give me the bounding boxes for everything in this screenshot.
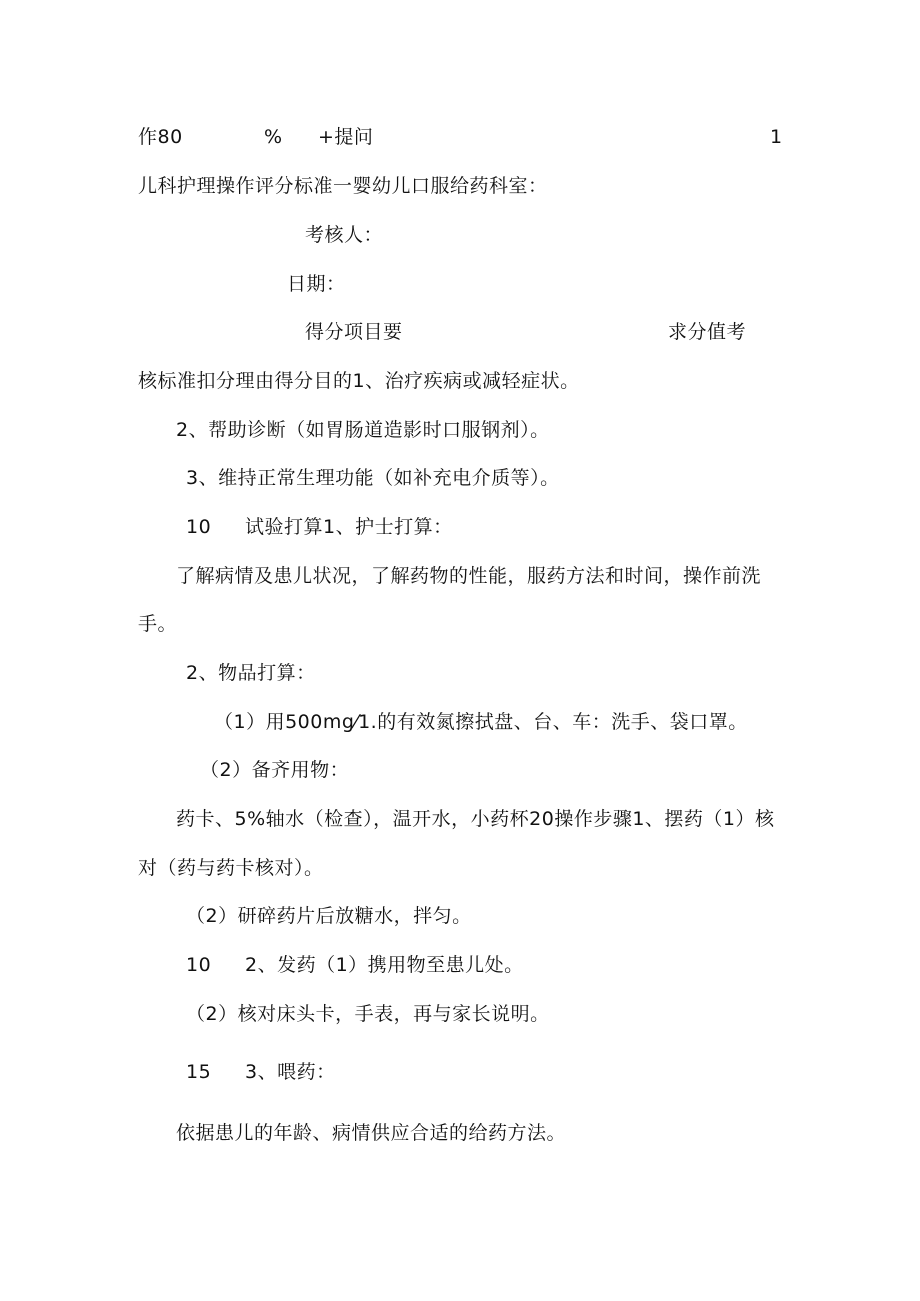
text-line: 手。 xyxy=(138,613,178,635)
text-line: （2）备齐用物： xyxy=(200,759,350,781)
text-line: （2）研碎药片后放糖水，拌匀。 xyxy=(186,905,472,927)
text-line: 3、维持正常生理功能（如补充电介质等）。 xyxy=(186,467,560,489)
text-line: 3、喂药： xyxy=(245,1061,336,1083)
text-line: 药卡、5%轴水（检查），温开水，小药杯20操作步骤1、摆药（1）核 xyxy=(176,808,775,830)
text-line: 2、发药（1）携用物至患儿处。 xyxy=(245,954,524,976)
text-line: 对（药与药卡核对）。 xyxy=(138,857,324,879)
text-line: 了解病情及患儿状况，了解药物的性能，服药方法和时间，操作前洗 xyxy=(176,565,762,587)
text-line: 试验打算1、护士打算： xyxy=(245,516,453,538)
text-line: 2、帮助诊断（如胃肠道造影时口服钢剂）。 xyxy=(176,419,550,441)
score-value: 10 xyxy=(186,516,212,538)
text-line: 2、物品打算： xyxy=(186,662,316,684)
page-number: 1 xyxy=(770,126,783,148)
text-line: （2）核对床头卡，手表，再与家长说明。 xyxy=(186,1003,550,1025)
document-title: 儿科护理操作评分标准一婴幼儿口服给药科室： xyxy=(138,175,548,197)
header-percent: % xyxy=(264,126,283,148)
examiner-label: 考核人： xyxy=(305,224,384,246)
text-line: （1）用500mg⁄1.的有效氮擦拭盘、台、车：洗手、袋口罩。 xyxy=(214,711,748,733)
table-header-left: 得分项目要 xyxy=(305,321,403,343)
text-line: 依据患儿的年龄、病情供应合适的给药方法。 xyxy=(176,1122,567,1144)
score-value: 15 xyxy=(186,1061,212,1083)
table-header-right: 求分值考 xyxy=(668,321,747,343)
score-value: 10 xyxy=(186,954,212,976)
date-label: 日期： xyxy=(287,273,346,295)
header-left: 作80 xyxy=(138,126,183,148)
text-line: 核标准扣分理由得分目的1、治疗疾病或减轻症状。 xyxy=(138,370,580,392)
header-question: +提问 xyxy=(318,126,374,148)
